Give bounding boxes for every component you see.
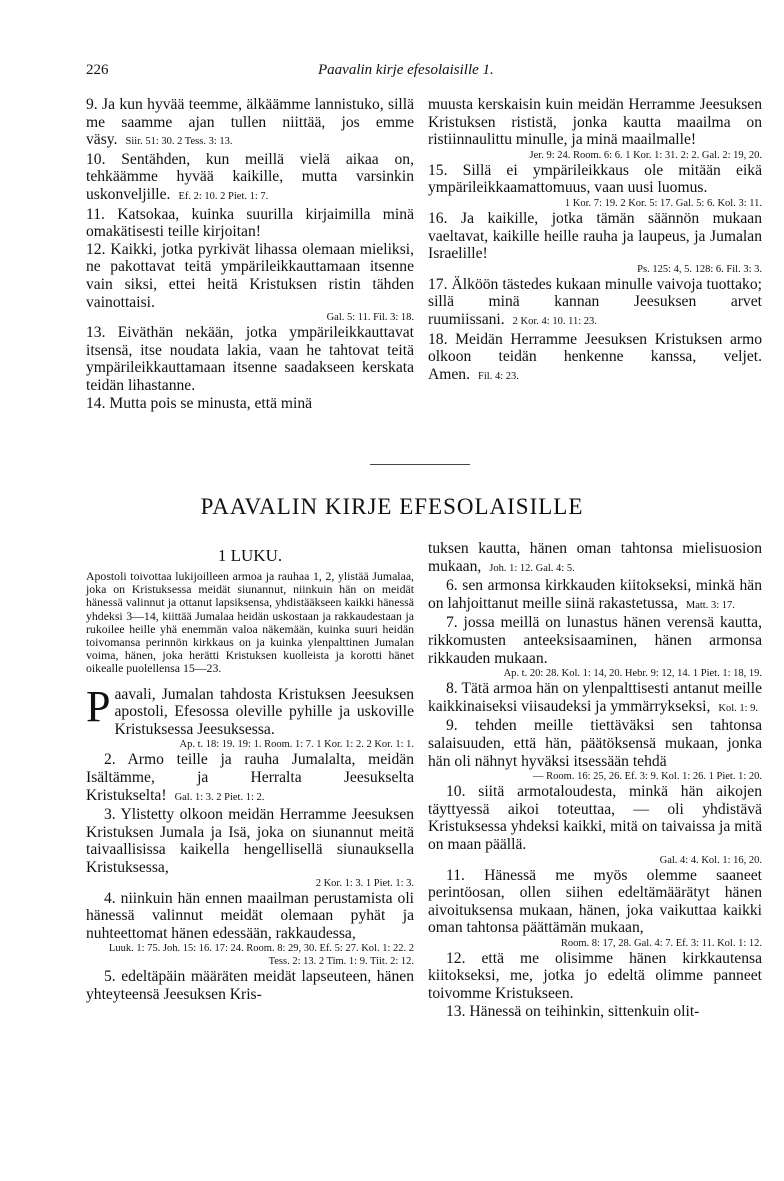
verse: 16. Ja kaikille, jotka tämän säännön mukaan vaeltavat, kaikille heille rauha ja laupeus, ja Jumalan Israelille! (428, 209, 762, 263)
cross-reference: Luuk. 1: 75. Joh. 15: 16. 17: 24. Room. 8: 29, 30. Ef. 5: 27. Kol. 1: 22. 2 Tess. 2: 13. 2 Tim. 1: 9. Tiit. 2: 12. (108, 943, 414, 968)
verse: 14. Mutta pois se minusta, että minä (86, 394, 313, 412)
cross-reference: Gal. 4: 4. Kol. 1: 16, 20. (659, 854, 762, 866)
verse-1: Paavali, Jumalan tahdosta Kristuksen Jeesuksen apostoli, Efesossa oleville pyhille ja uskoville Kristuksessa Jeesuksessa. (86, 681, 414, 738)
verse: 13. Hänessä on teihinkin, sittenkuin olit- (446, 1002, 700, 1020)
cross-reference: — Room. 16: 25, 26. Ef. 3: 9. Kol. 1: 26. 1 Piet. 1: 20. (533, 771, 762, 783)
top-left-column (86, 96, 414, 412)
chapter-summary: Apostoli toivottaa lukijoilleen armoa ja rauhaa 1, 2, ylistää Jumalaa, joka on Kristuksessa meidät siunannut, niinkuin hän on meidät hänessä valinnut ja ottanut lapsiksensa, yhdistääkseen kaikki hänessä yhdeksi 3—14, kiittää Jumalaa heidän uskostaan ja rakkaudestaan ja rukoilee heille yhä enemmän valoa näkemään, kuinka suuri heidän toivomansa perinnön kirkkaus on ja kuinka ylenpalttinen Jumalan voima, hänen, joka herätti Kristuksen kuolleista ja korotti hänet oikealle puolellensa 15—23. (86, 569, 414, 676)
verse: 15. Sillä ei ympärileikkaus ole mitään eikä ympärileikkaamattomuus, vaan uusi luomus. (428, 161, 762, 197)
verse: 8. Tätä armoa hän on ylenpalttisesti antanut meille kaikkinaiseksi viisaudeksi ja ymmärrykseksi, Kol. 1: 9. (428, 680, 762, 715)
verse: 18. Meidän Herramme Jeesuksen Kristuksen armo olkoon teidän henkenne kanssa, veljet. Amen. Fil. 4: 23. (428, 330, 762, 383)
verse: 9. Ja kun hyvää teemme, älkäämme lannistuko, sillä me saamme ajan tullen niittää, jos emme väsy. Siir. 51: 30. 2 Tess. 3: 13. (86, 96, 414, 149)
cross-reference: 2 Kor. 1: 3. 1 Piet. 1: 3. (315, 877, 414, 889)
verse: 2. Armo teille ja rauha Jumalalta, meidän Isältämme, ja Herralta Jeesukselta Kristukselta! Gal. 1: 3. 2 Piet. 1: 2. (86, 751, 414, 804)
verse: 10. Sentähden, kun meillä vielä aikaa on, tehkäämme hyvää kaikille, mutta varsinkin uskonveljille. Ef. 2: 10. 2 Piet. 1: 7. (86, 150, 414, 203)
cross-reference: Ap. t. 20: 28. Kol. 1: 14, 20. Hebr. 9: 12, 14. 1 Piet. 1: 18, 19. (503, 668, 762, 680)
verse: 9. tehden meille tiettäväksi sen tahtonsa salaisuuden, että hän, päätöksensä mukaan, jonka hän oli nähnyt hyväksi itsessään tehdä (428, 717, 762, 770)
running-title: Paavalin kirje efesolaisille 1. (318, 62, 494, 78)
verse: 3. Ylistetty olkoon meidän Herramme Jeesuksen Kristuksen Jumala ja Isä, joka on siunannut meitä taivaallisissa kaikella hengellisellä siunauksella Kristuksessa, (86, 806, 414, 876)
verse: 12. että me olisimme hänen kirkkautensa kiitokseksi, me, jotka jo edeltä olimme panneet toivomme Kristukseen. (428, 949, 762, 1003)
drop-cap: P (86, 681, 111, 731)
cross-reference: Gal. 5: 11. Fil. 3: 18. (326, 312, 414, 324)
verse: 4. niinkuin hän ennen maailman perustamista oli hänessä valinnut meidät olemaan pyhät ja nuhteettomat hänen edessään, rakkaudessa, (86, 889, 414, 942)
verse: 17. Älköön tästedes kukaan minulle vaivoja tuottako; sillä minä kannan Jeesuksen arvet ruumiissani. 2 Kor. 4: 10. 11: 23. (428, 275, 762, 328)
cross-reference: Ps. 125: 4, 5. 128: 6. Fil. 3: 3. (637, 263, 762, 275)
verse: tuksen kautta, hänen oman tahtonsa mielisuosion mukaan, Joh. 1: 12. Gal. 4: 5. (428, 540, 762, 575)
page-number: 226 (86, 62, 109, 78)
bottom-left-column (86, 540, 414, 1004)
cross-reference: Ap. t. 18: 19. 19: 1. Room. 1: 7. 1 Kor. 1: 2. 2 Kor. 1: 1. (179, 739, 414, 751)
verse: 12. Kaikki, jotka pyrkivät lihassa olemaan mieliksi, ne pakottavat teitä ympärileikkauttamaan itsenne vain siksi, ettei heitä Kristuksen ristin tähden vainottaisi. (86, 240, 414, 311)
verse: 11. Hänessä me myös olemme saaneet perintöosan, ollen siihen edeltämäärätyt hänen aivoituksensa mukaan, hänen, joka vaikuttaa kaikki oman tahtonsa päättämän mukaan, (428, 866, 762, 937)
verse: 5. edeltäpäin määräten meidät lapseuteen, hänen yhteyteensä Jeesuksen Kris- (86, 968, 414, 1003)
bottom-right-column (428, 540, 762, 1020)
verse: 11. Katsokaa, kuinka suurilla kirjaimilla minä omakätisesti teille kirjoitan! (86, 205, 414, 241)
top-right-column (428, 96, 762, 385)
section-divider (370, 464, 470, 465)
verse: 7. jossa meillä on lunastus hänen verensä kautta, rikkomusten anteeksisaaminen, hänen armonsa rikkauden mukaan. (428, 614, 762, 667)
cross-reference: 1 Kor. 7: 19. 2 Kor. 5: 17. Gal. 5: 6. Kol. 3: 11. (564, 197, 762, 209)
chapter-heading: 1 LUKU. (217, 546, 283, 565)
cross-reference: Room. 8: 17, 28. Gal. 4: 7. Ef. 3: 11. Kol. 1: 12. (560, 937, 762, 949)
verse: 6. sen armonsa kirkkauden kiitokseksi, minkä hän on lahjoittanut meille siinä rakastetussa, Matt. 3: 17. (428, 577, 762, 612)
page-header (86, 62, 696, 84)
verse: muusta kerskaisin kuin meidän Herramme Jeesuksen Kristuksen rististä, jonka kautta maailma on ristiinnaulittu minulle, ja minä maailmalle! (428, 96, 762, 149)
verse: 13. Eiväthän nekään, jotka ympärileikkauttavat itsensä, itse noudata lakia, vaan he tahtovat teitä ympärileikkauttamaan itsenne saadakseen kerskata teidän lihastanne. (86, 324, 414, 394)
verse: 10. siitä armotaloudesta, minkä hän aikojen täyttyessä aikoi toteuttaa, — oli yhdistävä Kristuksessa yhdeksi kaikki, mitä on taivaissa ja mitä on maan päällä. (428, 783, 762, 853)
cross-reference: Jer. 9: 24. Room. 6: 6. 1 Kor. 1: 31. 2: 2. Gal. 2: 19, 20. (529, 149, 762, 161)
book-title: PAAVALIN KIRJE EFESOLAISILLE (200, 494, 584, 519)
